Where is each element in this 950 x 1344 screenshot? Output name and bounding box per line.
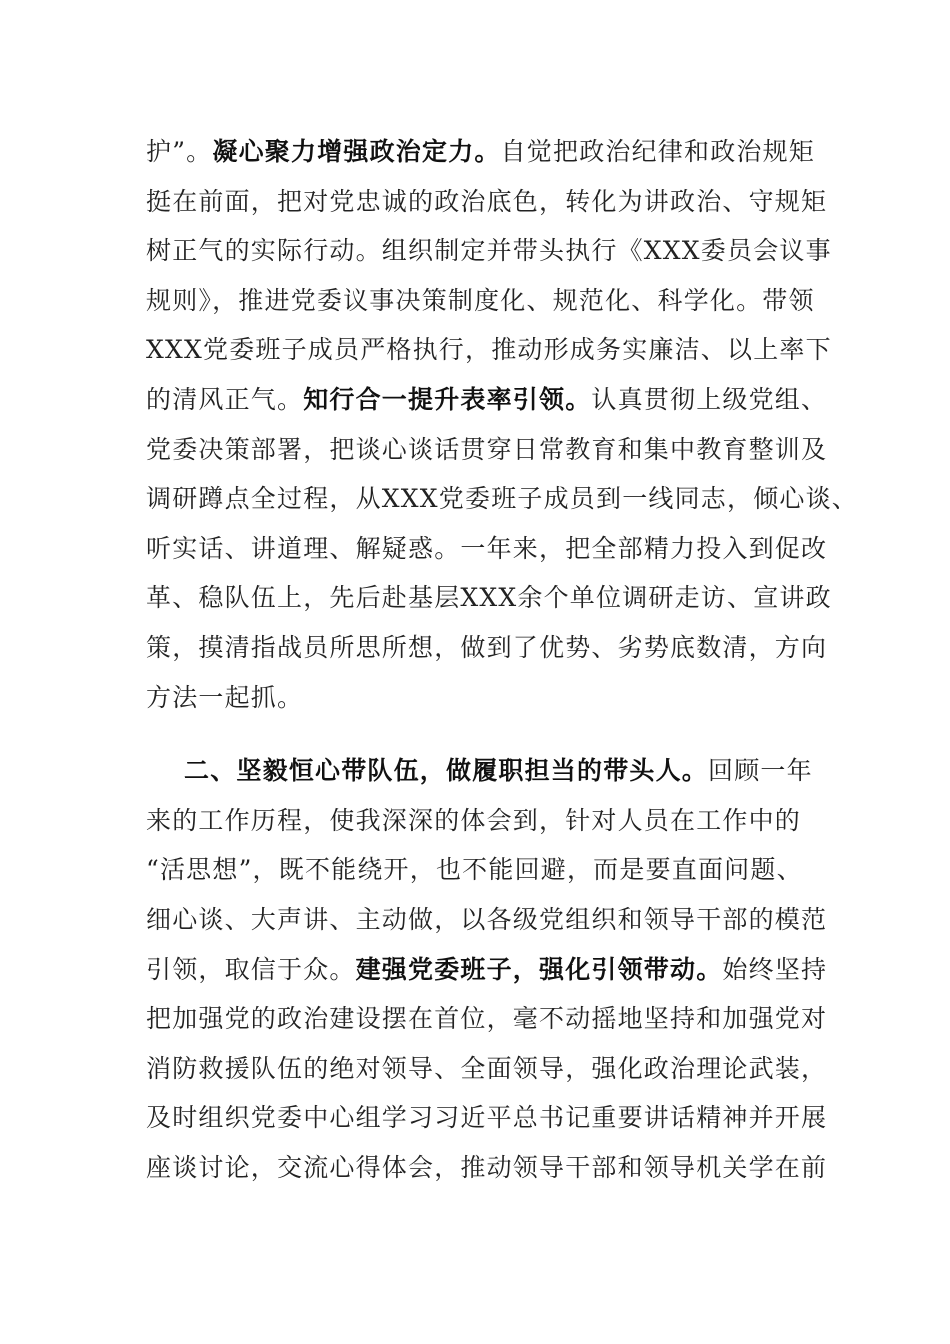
text-line bbox=[146, 1143, 846, 1193]
text-line bbox=[146, 895, 846, 945]
body-text: 来的工作历程，使我深深的体会到，针对人员在工作中的 bbox=[146, 805, 802, 835]
text-line bbox=[146, 425, 846, 475]
text-line bbox=[146, 325, 846, 375]
body-text: 革、稳队伍上，先后赴基层XXX余个单位调研走访、宣讲政 bbox=[146, 583, 832, 613]
text-line bbox=[146, 127, 846, 177]
body-text: 听实话、讲道理、解疑惑。一年来，把全部精力投入到促改 bbox=[146, 533, 828, 563]
body-text: “活思想”，既不能绕开，也不能回避，而是要直面问题、 bbox=[146, 855, 803, 885]
paragraph-1 bbox=[146, 127, 858, 722]
body-text: 细心谈、大声讲、主动做，以各级党组织和领导干部的模范 bbox=[146, 904, 828, 934]
text-line bbox=[146, 1093, 846, 1143]
body-text: 规则》，推进党委议事决策制度化、规范化、科学化。带领 bbox=[146, 285, 815, 315]
body-text: 座谈讨论，交流心得体会，推动领导干部和领导机关学在前 bbox=[146, 1152, 828, 1182]
text-line bbox=[146, 276, 846, 326]
body-text: 消防救援队伍的绝对领导、全面领导，强化政治理论武装， bbox=[146, 1053, 828, 1083]
text-line bbox=[146, 623, 846, 673]
body-text: 始终坚持 bbox=[722, 954, 828, 984]
body-text: 党委决策部署，把谈心谈话贯穿日常教育和集中教育整训及 bbox=[146, 434, 828, 464]
text-line bbox=[146, 375, 846, 425]
paragraph-2 bbox=[146, 746, 846, 1192]
body-text: 的清风正气。 bbox=[146, 384, 304, 414]
text-line bbox=[146, 746, 846, 796]
body-text: 认真贯彻上级党组、 bbox=[591, 384, 828, 414]
body-text: 方法一起抓。 bbox=[146, 682, 304, 712]
bold-heading-text: 知行合一提升表率引领。 bbox=[303, 384, 592, 414]
text-line bbox=[146, 796, 846, 846]
text-line bbox=[146, 177, 846, 227]
text-line bbox=[146, 994, 846, 1044]
body-text: 把加强党的政治建设摆在首位，毫不动摇地坚持和加强党对 bbox=[146, 1004, 828, 1034]
body-text: 及时组织党委中心组学习习近平总书记重要讲话精神并开展 bbox=[146, 1103, 828, 1133]
body-text: 调研蹲点全过程，从XXX党委班子成员到一线同志，倾心谈、 bbox=[146, 484, 858, 514]
paragraph-spacer bbox=[146, 722, 846, 746]
bold-heading-text: 凝心聚力增强政治定力。 bbox=[212, 137, 501, 166]
text-line bbox=[146, 226, 846, 276]
text-line bbox=[146, 845, 846, 895]
body-text: XXX党委班子成员严格执行，推动形成务实廉洁、以上率下 bbox=[146, 335, 832, 365]
text-line bbox=[146, 573, 846, 623]
text-line bbox=[146, 474, 858, 524]
body-text: 挺在前面，把对党忠诚的政治底色，转化为讲政治、守规矩 bbox=[146, 186, 828, 216]
document-body bbox=[146, 127, 858, 1192]
bold-heading-text: 建强党委班子，强化引领带动。 bbox=[355, 954, 723, 984]
bold-heading-text: 二、坚毅恒心带队伍，做履职担当的带头人。 bbox=[184, 756, 709, 786]
text-line bbox=[146, 524, 846, 574]
body-text: 树正气的实际行动。组织制定并带头执行《XXX委员会议事 bbox=[146, 236, 832, 266]
body-text: 回顾一年 bbox=[708, 756, 813, 786]
body-text: 护”。 bbox=[146, 137, 213, 166]
body-text: 策，摸清指战员所思所想，做到了优势、劣势底数清，方向 bbox=[146, 632, 828, 662]
text-line bbox=[146, 1044, 846, 1094]
text-line bbox=[146, 945, 846, 995]
body-text: 自觉把政治纪律和政治规矩 bbox=[500, 137, 815, 166]
text-line bbox=[146, 673, 846, 723]
body-text: 引领，取信于众。 bbox=[146, 954, 356, 984]
